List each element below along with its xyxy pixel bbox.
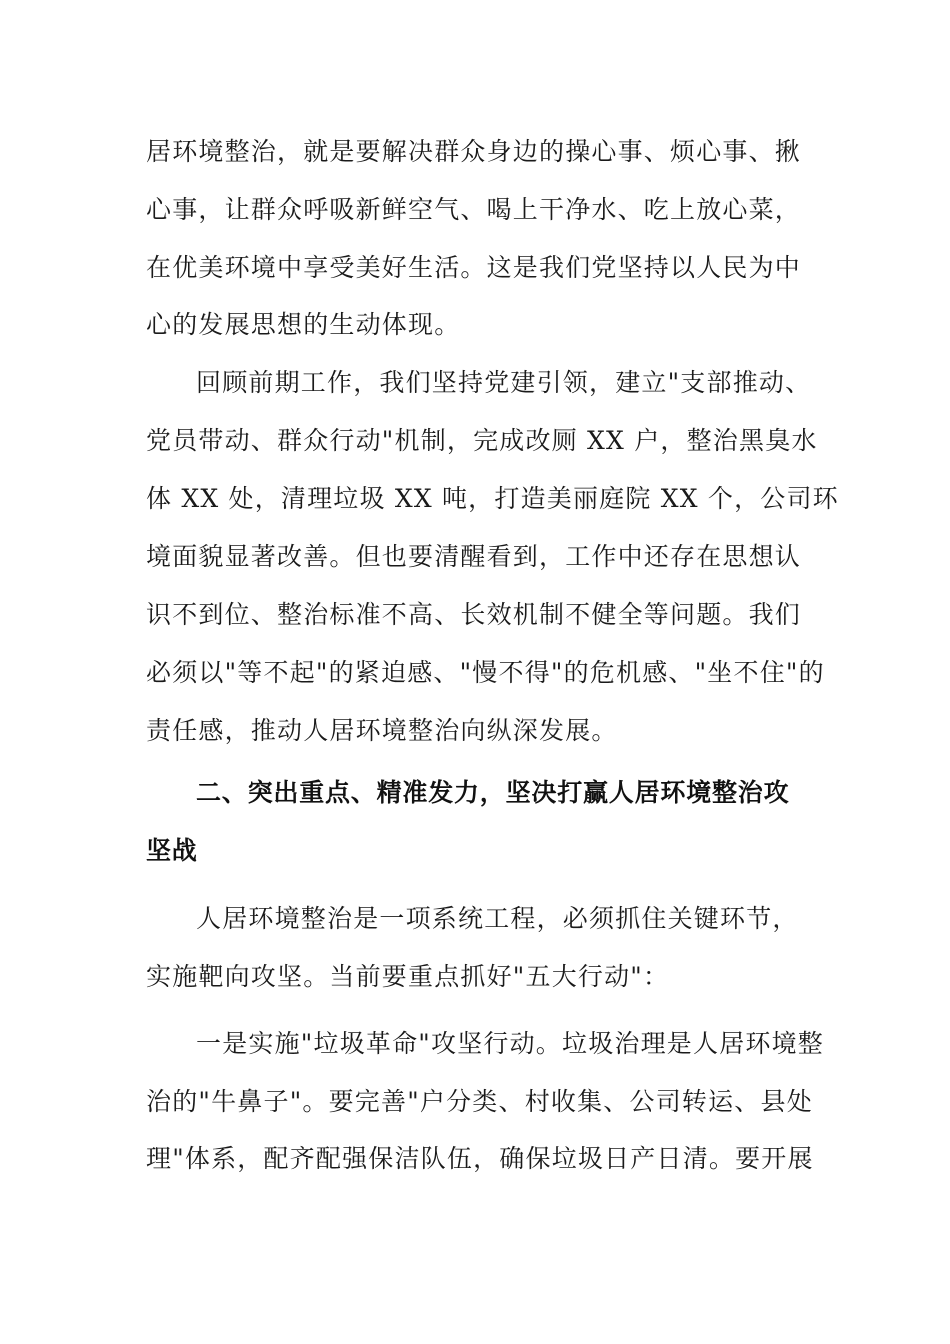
section-heading: 二、突出重点、精准发力，坚决打赢人居环境整治攻 [196, 778, 790, 807]
body-text-line: 治的"牛鼻子"。要完善"户分类、村收集、公司转运、县处 [146, 1087, 813, 1116]
body-text-line: 实施靶向攻坚。当前要重点抓好"五大行动"： [146, 962, 670, 991]
body-text-line: 识不到位、整治标准不高、长效机制不健全等问题。我们 [146, 600, 802, 629]
body-text-line: 党员带动、群众行动"机制，完成改厕 XX 户，整治黑臭水 [146, 426, 818, 455]
body-text-line: 一是实施"垃圾革命"攻坚行动。垃圾治理是人居环境整 [196, 1029, 825, 1058]
section-heading: 坚战 [146, 836, 198, 865]
body-text-line: 在优美环境中享受美好生活。这是我们党坚持以人民为中 [146, 253, 802, 282]
body-text-line: 境面貌显著改善。但也要清醒看到，工作中还存在思想认 [146, 542, 802, 571]
body-text-line: 心事，让群众呼吸新鲜空气、喝上干净水、吃上放心菜， [146, 195, 802, 224]
body-text-line: 回顾前期工作，我们坚持党建引领，建立"支部推动、 [196, 368, 812, 397]
body-text-line: 人居环境整治是一项系统工程，必须抓住关键环节， [196, 904, 799, 933]
body-text-line: 必须以"等不起"的紧迫感、"慢不得"的危机感、"坐不住"的 [146, 658, 825, 687]
body-text-line: 体 XX 处，清理垃圾 XX 吨，打造美丽庭院 XX 个，公司环 [146, 484, 839, 513]
body-text-line: 心的发展思想的生动体现。 [146, 310, 461, 339]
body-text-line: 居环境整治，就是要解决群众身边的操心事、烦心事、揪 [146, 137, 802, 166]
body-text-line: 理"体系，配齐配强保洁队伍，确保垃圾日产日清。要开展 [146, 1144, 814, 1173]
body-text-line: 责任感，推动人居环境整治向纵深发展。 [146, 716, 618, 745]
